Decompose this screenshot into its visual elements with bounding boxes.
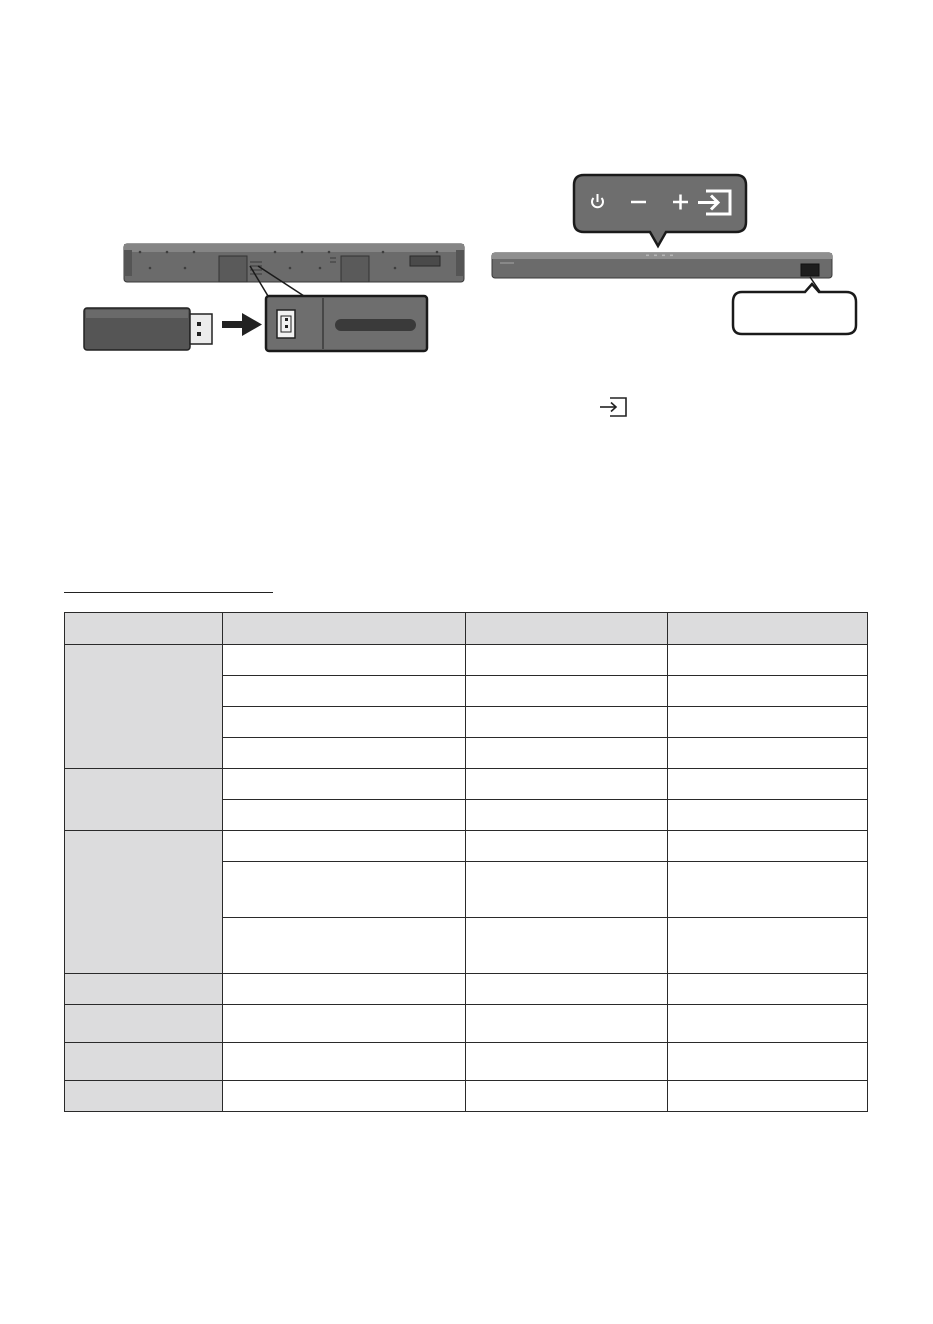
table-cell [466,676,668,707]
table-cell [466,800,668,831]
supported-formats-table [64,612,868,1112]
table-cell [668,707,868,738]
section-heading-underline [64,592,273,593]
table-cell [223,769,466,800]
soundbar-rear-view [124,244,464,282]
source-input-icon [600,398,626,416]
table-row [65,831,868,862]
table-row [65,645,868,676]
table-cell [223,645,466,676]
table-cell [223,1081,466,1112]
table-cell [466,862,668,918]
table-row [65,1005,868,1043]
table-cell [668,676,868,707]
table-cell [668,974,868,1005]
table-header-cell [466,613,668,645]
table-cell [466,1081,668,1112]
table-row [65,1043,868,1081]
usb-port-icon [277,310,295,338]
table-cell [466,831,668,862]
table-header-row [65,613,868,645]
arrow-right-icon [222,313,262,336]
table-cell [668,738,868,769]
table-cell [223,800,466,831]
table-cell [466,738,668,769]
table-cell [223,918,466,974]
table-row [65,974,868,1005]
table-header-cell [65,613,223,645]
table-category-cell [65,1081,223,1112]
usb-drive-icon [84,308,212,350]
table-header-cell [223,613,466,645]
control-buttons-callout [574,175,746,246]
table-cell [668,645,868,676]
usb-port-callout [266,296,427,351]
sensor-callout-box [733,284,856,334]
connection-illustration [0,0,933,440]
table-cell [223,1043,466,1081]
table-category-cell [65,1043,223,1081]
table-cell [668,918,868,974]
table-cell [466,974,668,1005]
soundbar-front-view [492,253,832,278]
table-header-cell [668,613,868,645]
table-cell [466,1005,668,1043]
table-cell [668,1043,868,1081]
table-category-cell [65,974,223,1005]
table-cell [223,738,466,769]
table-cell [466,918,668,974]
table-cell [466,769,668,800]
table-row [65,1081,868,1112]
table-cell [223,974,466,1005]
table-cell [668,831,868,862]
table-cell [466,645,668,676]
table-cell [668,862,868,918]
table-category-cell [65,831,223,974]
table-category-cell [65,769,223,831]
table-cell [223,862,466,918]
table-cell [223,676,466,707]
table-cell [668,800,868,831]
table-cell [668,1081,868,1112]
table-cell [466,1043,668,1081]
table-cell [466,707,668,738]
table-category-cell [65,645,223,769]
table-category-cell [65,1005,223,1043]
table-cell [668,1005,868,1043]
table-cell [223,707,466,738]
table-cell [223,1005,466,1043]
table-cell [668,769,868,800]
table-cell [223,831,466,862]
table-row [65,769,868,800]
